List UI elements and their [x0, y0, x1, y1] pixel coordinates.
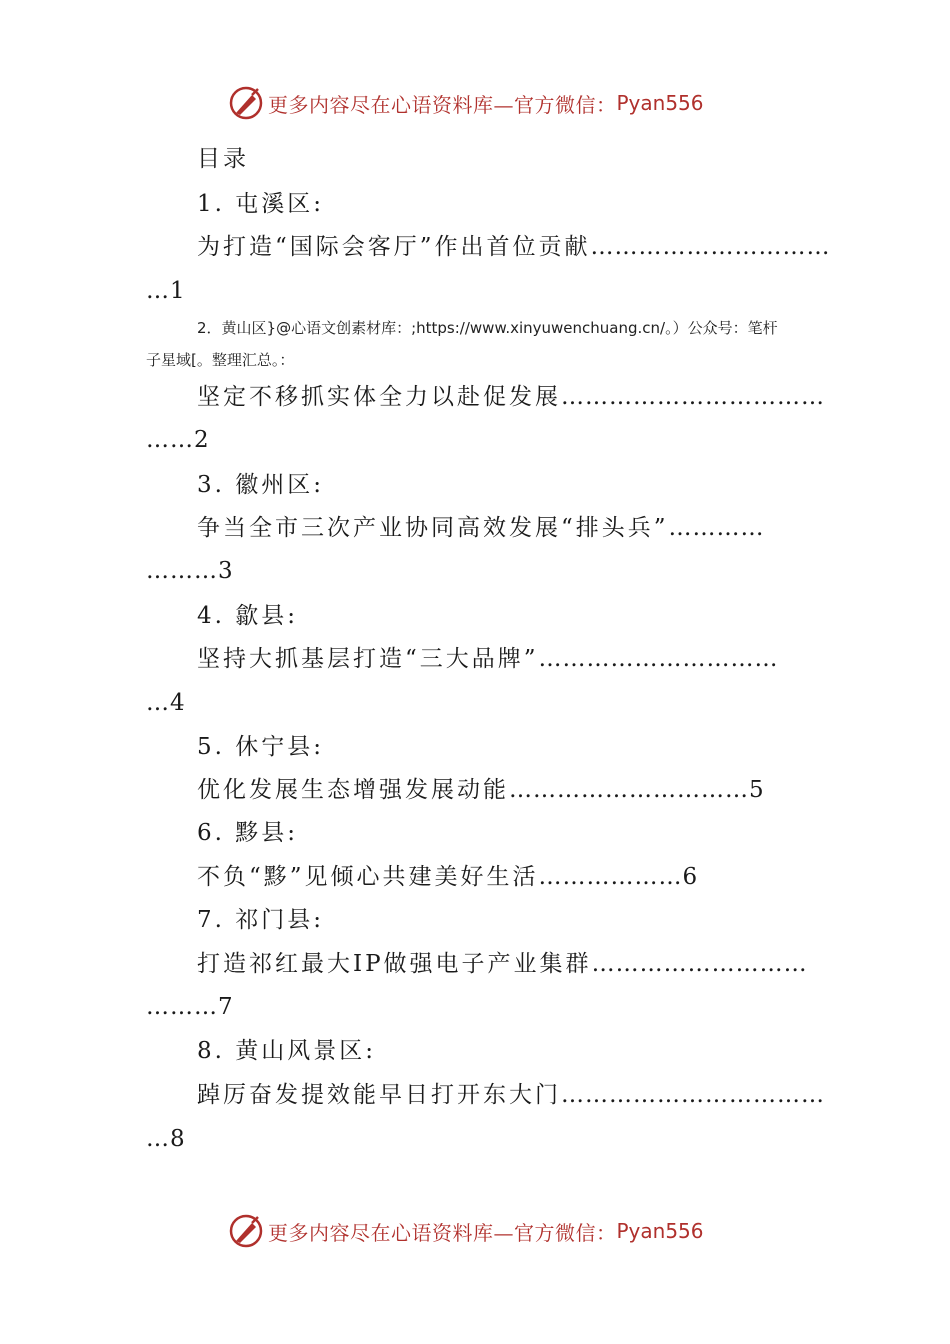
- toc-leader-dots: …: [146, 1126, 170, 1152]
- toc-leader-dots: ……………………………: [561, 384, 825, 410]
- toc-entry-continuation: [146, 556, 236, 586]
- toc-entry[interactable]: [197, 513, 765, 543]
- toc-leader-dots: …………………………: [509, 777, 749, 803]
- toc-leader-dots: …: [146, 690, 170, 716]
- toc-entry[interactable]: [197, 1080, 825, 1110]
- toc-page-number: 6: [682, 864, 701, 890]
- toc-entry[interactable]: [197, 232, 831, 262]
- toc-entry-number: 6. 黟县:: [197, 820, 299, 846]
- toc-leader-dots: ……: [146, 427, 194, 453]
- toc-entry-number: 4. 歙县:: [197, 603, 299, 629]
- toc-leader-dots: ………………: [538, 864, 683, 890]
- toc-entry-continuation: [146, 276, 188, 306]
- banner-contact: Pyan556: [616, 91, 704, 115]
- toc-entry-title: 为打造“国际会客厅”作出首位贡献: [197, 234, 591, 260]
- toc-entry[interactable]: [197, 382, 825, 412]
- toc-entry-number: 7. 祁门县:: [197, 907, 325, 933]
- pen-logo-icon: [228, 85, 264, 121]
- header-watermark-banner: [228, 84, 704, 122]
- toc-leader-dots: ………………………: [591, 951, 808, 977]
- toc-entry-continuation: [146, 992, 236, 1022]
- banner-text: 更多内容尽在心语资料库—官方微信：: [268, 92, 617, 117]
- toc-entry-title: 坚持大抓基层打造“三大品牌”: [197, 646, 539, 672]
- toc-leader-dots: …………: [668, 515, 765, 541]
- banner-text: 更多内容尽在心语资料库—官方微信：: [268, 1220, 617, 1245]
- pen-logo-icon: [228, 1213, 264, 1249]
- toc-entry[interactable]: [197, 862, 700, 892]
- toc-page-number: 8: [170, 1126, 188, 1152]
- toc-page-number: 2: [194, 427, 212, 453]
- footer-watermark-banner: [228, 1212, 704, 1250]
- toc-entry-title: 争当全市三次产业协同高效发展“排头兵”: [197, 515, 669, 541]
- toc-page-number: 4: [170, 690, 188, 716]
- toc-entry-continuation: [146, 688, 188, 718]
- toc-entry-title: 坚定不移抓实体全力以赴促发展: [197, 384, 561, 410]
- toc-entry-number: 5. 休宁县:: [197, 734, 325, 760]
- toc-leader-dots: …………………………: [538, 646, 779, 672]
- toc-entry-number: 8. 黄山风景区:: [197, 1038, 377, 1064]
- toc-entry-number-note: 2．黄山区}@心语文创素材库：;https://www.xinyuwenchuang.cn/。）公众号：笔杆: [197, 319, 778, 337]
- toc-entry[interactable]: [197, 644, 779, 674]
- banner-contact: Pyan556: [616, 1219, 704, 1243]
- toc-entry-title: 踔厉奋发提效能早日打开东大门: [197, 1082, 561, 1108]
- toc-page-number: 3: [218, 558, 236, 584]
- toc-page-number: 5: [749, 777, 767, 803]
- toc-page-number: 1: [170, 278, 188, 304]
- toc-leader-dots: ……………………………: [561, 1082, 825, 1108]
- toc-entry-title: 打造祁红最大IP做强电子产业集群: [197, 951, 592, 977]
- toc-entry-number: 1. 屯溪区:: [197, 191, 325, 217]
- toc-entry[interactable]: [197, 775, 767, 805]
- toc-entry-number-note: 子星域[。整理汇总。：: [146, 351, 295, 369]
- toc-entry-continuation: [146, 1124, 188, 1154]
- toc-leader-dots: …: [146, 278, 170, 304]
- toc-entry[interactable]: [197, 949, 808, 979]
- toc-entry-number: 3. 徽州区:: [197, 472, 325, 498]
- toc-entry-continuation: [146, 425, 212, 455]
- toc-leader-dots: …………………………: [590, 234, 831, 260]
- toc-heading: 目录: [197, 146, 249, 172]
- toc-entry-title: 优化发展生态增强发展动能: [197, 777, 509, 803]
- toc-page-number: 7: [218, 994, 236, 1020]
- toc-entry-title: 不负“黟”见倾心共建美好生活: [197, 864, 539, 890]
- toc-leader-dots: ………: [146, 994, 218, 1020]
- toc-leader-dots: ………: [146, 558, 218, 584]
